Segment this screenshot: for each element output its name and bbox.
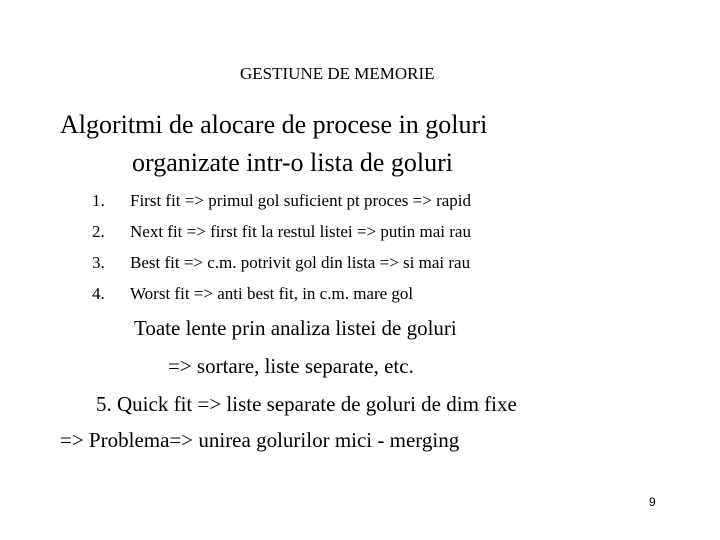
note-line-1: Toate lente prin analiza listei de goluri bbox=[134, 316, 457, 340]
list-item-number: 2. bbox=[92, 222, 105, 241]
list-item-text: Worst fit => anti best fit, in c.m. mare gol bbox=[130, 284, 414, 303]
list-item bbox=[92, 222, 592, 242]
list-item-text: Next fit => first fit la restul listei => putin mai rau bbox=[130, 222, 471, 241]
quick-fit-line: 5. Quick fit => liste separate de goluri de dim fixe bbox=[96, 392, 517, 416]
slide-title: GESTIUNE DE MEMORIE bbox=[240, 64, 435, 83]
heading-line-1: Algoritmi de alocare de procese in goluri bbox=[60, 110, 488, 139]
list-item-number: 1. bbox=[92, 191, 105, 210]
heading-line-2: organizate intr-o lista de goluri bbox=[132, 148, 454, 177]
list-item bbox=[92, 191, 592, 211]
note-line-2: => sortare, liste separate, etc. bbox=[168, 354, 414, 378]
page-number: 9 bbox=[649, 495, 656, 509]
problem-line: => Problema=> unirea golurilor mici - merging bbox=[60, 428, 460, 452]
list-item-number: 3. bbox=[92, 253, 105, 272]
list-item bbox=[92, 284, 592, 304]
list-item bbox=[92, 253, 592, 273]
list-item-text: First fit => primul gol suficient pt proces => rapid bbox=[130, 191, 471, 210]
list-item-number: 4. bbox=[92, 284, 105, 303]
list-item-text: Best fit => c.m. potrivit gol din lista => si mai rau bbox=[130, 253, 471, 272]
